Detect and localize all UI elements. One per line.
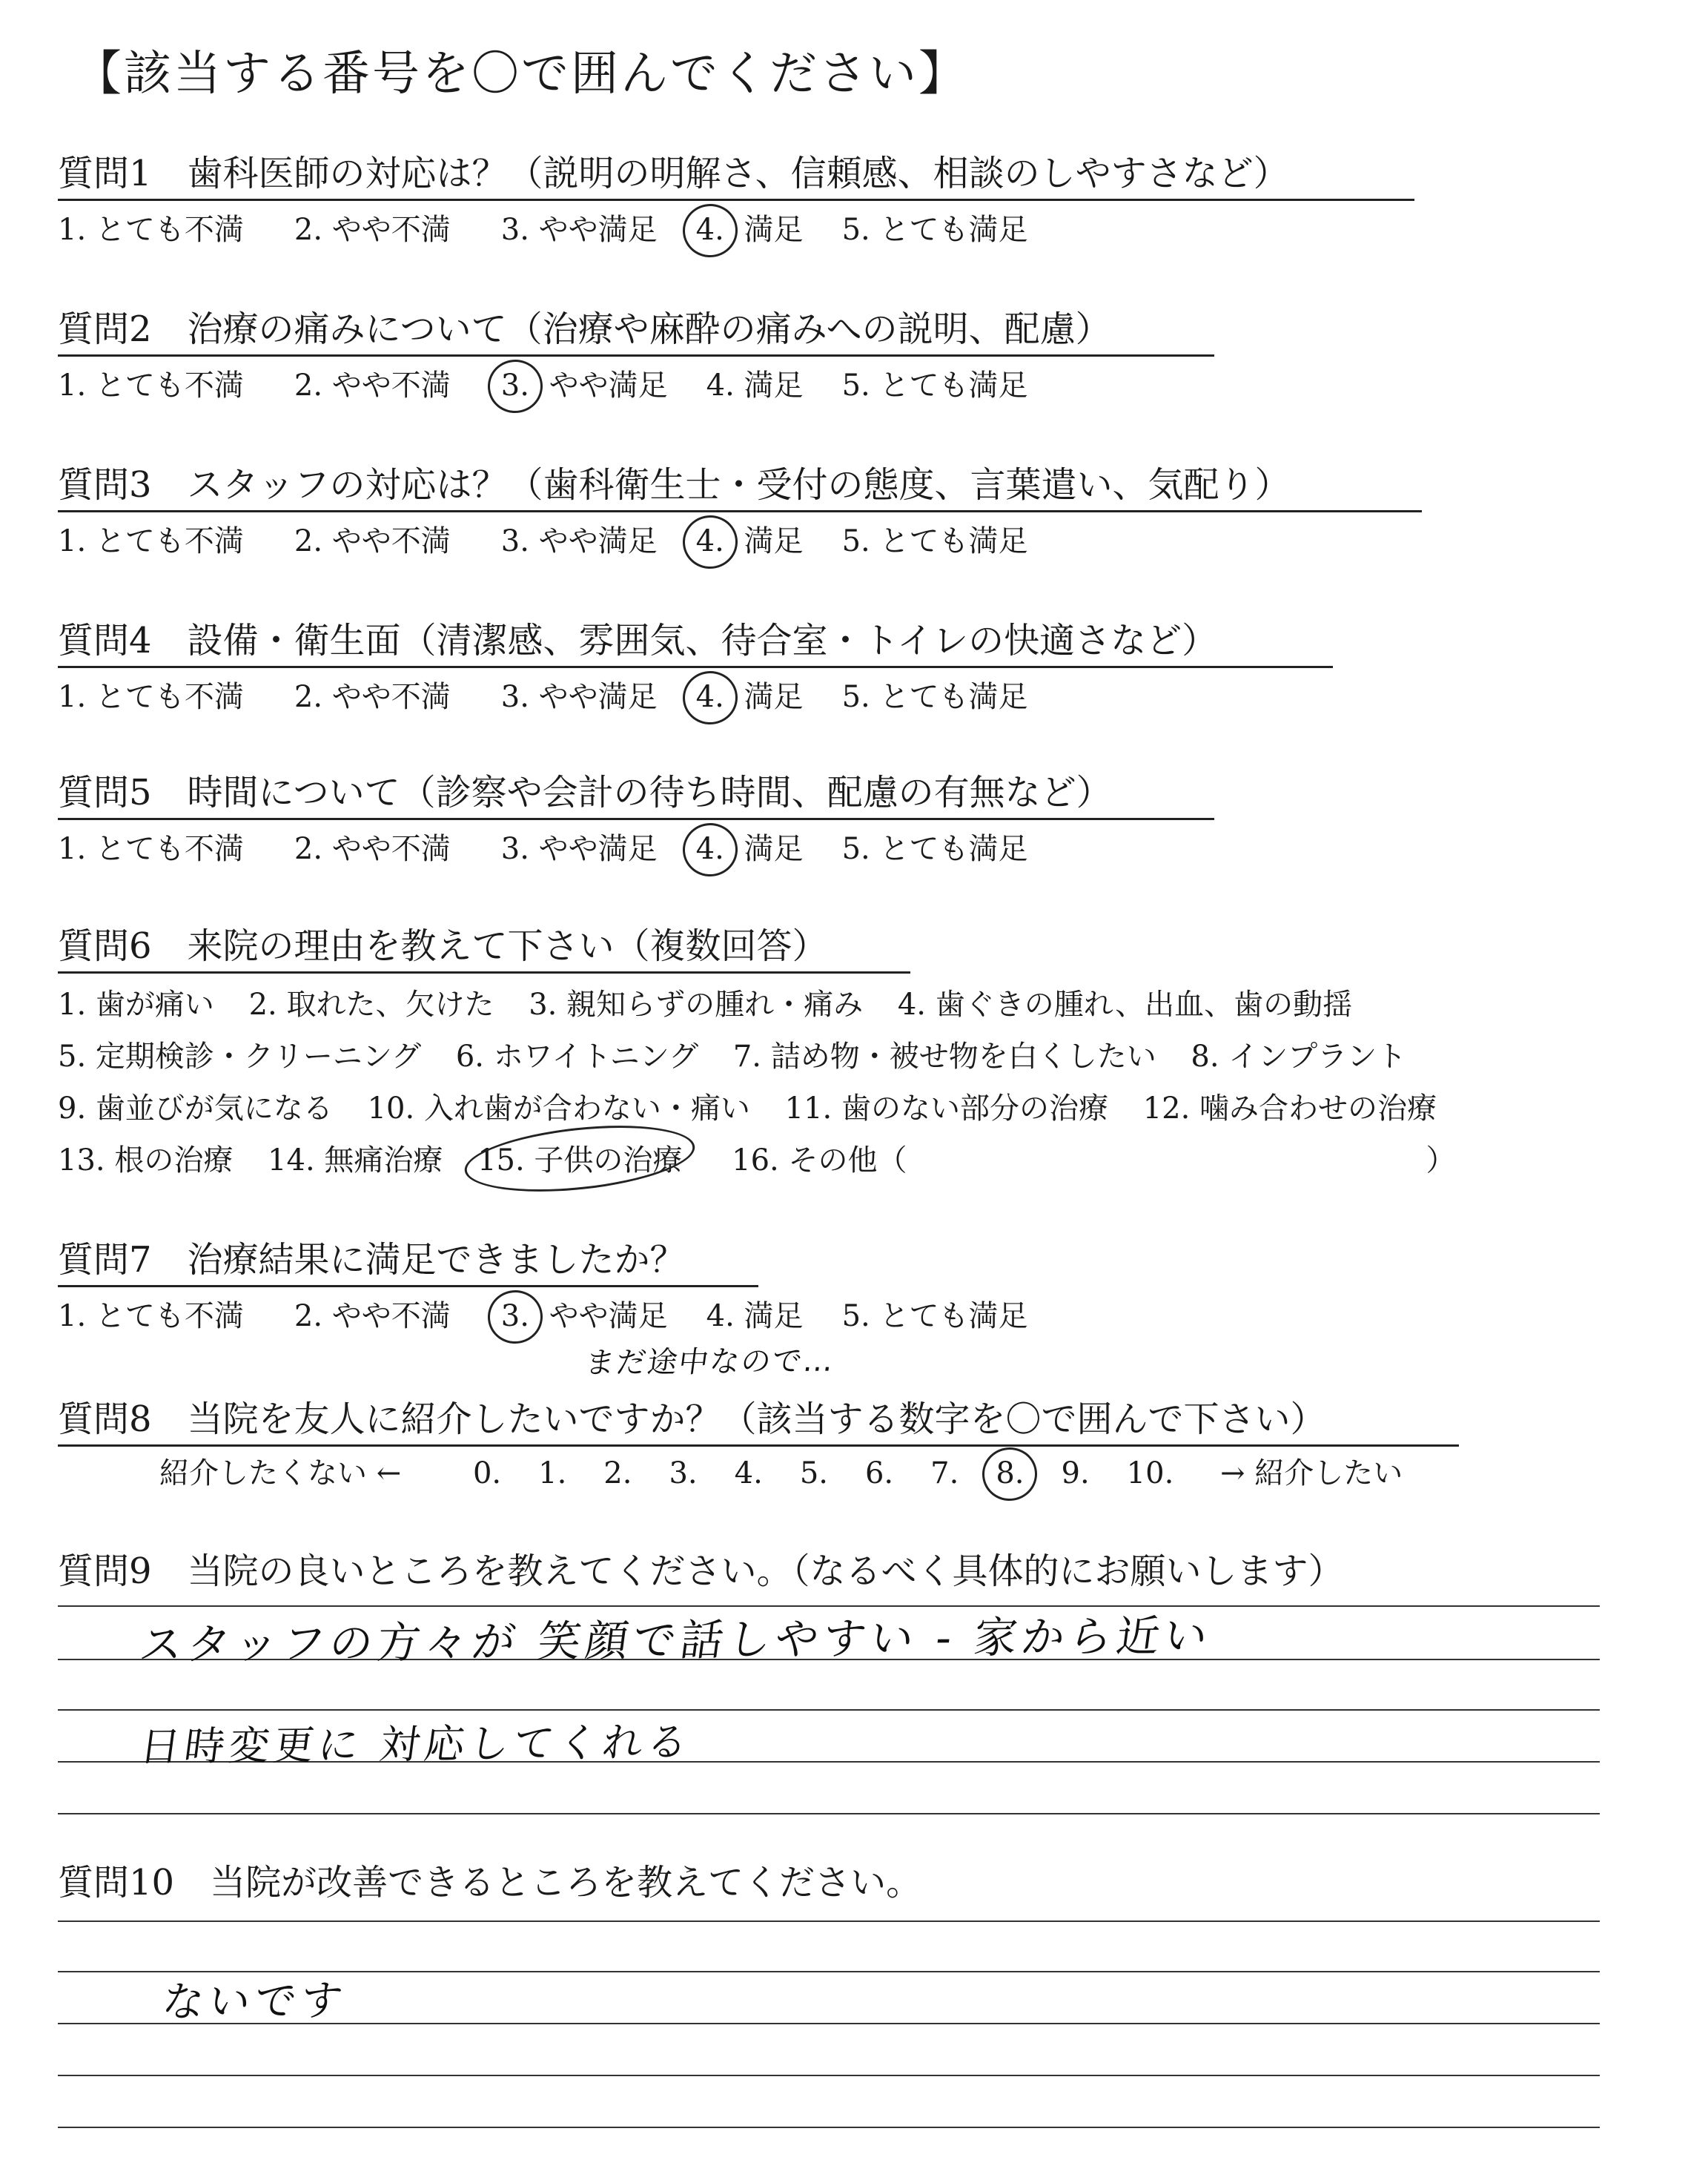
q7-option-2: 2. やや不満 (294, 1299, 451, 1333)
q6-option-7: 7. 詰め物・被せ物を白くしたい (732, 1040, 1156, 1074)
question-3-options (58, 518, 1078, 560)
q7-option-5: 5. とても満足 (841, 1299, 1028, 1333)
q6-option-15-circled: 15. 子供の治療 (477, 1137, 682, 1179)
q6-option-11: 11. 歯のない部分の治療 (784, 1091, 1108, 1126)
q5-selected-mark: 4. (695, 832, 724, 866)
q8-number-4: 4. (734, 1456, 763, 1490)
q8-low-label: 紹介したくない ← (159, 1456, 402, 1490)
question-6-row-2 (58, 1033, 1431, 1075)
question-9-title: 質問9 当院の良いところを教えてください。（なるべく具体的にお願いします） (58, 1550, 1344, 1592)
q6-option-1: 1. 歯が痛い (58, 988, 214, 1022)
q4-option-2: 2. やや不満 (294, 680, 451, 714)
question-8-scale (159, 1450, 1440, 1492)
q6-option-10: 10. 入れ歯が合わない・痛い (367, 1091, 750, 1126)
q3-option-4 (696, 518, 804, 560)
q7-option-4: 4. 満足 (706, 1299, 804, 1333)
q8-number-0: 0. (472, 1456, 502, 1490)
q9-answer-line-2: 日時変更に 対応してくれる (136, 1718, 695, 1771)
q6-option-2: 2. 取れた、欠けた (248, 988, 494, 1022)
question-2-title: 質問2 治療の痛みについて（治療や麻酔の痛みへの説明、配慮） (58, 300, 1214, 357)
q4-option-5: 5. とても満足 (841, 680, 1028, 714)
page-title: 【該当する番号を〇で囲んでください】 (74, 47, 968, 102)
q8-number-5: 5. (799, 1456, 828, 1490)
q6-option-16-label: 16. その他（ (732, 1143, 907, 1178)
q7-handwritten-note: まだ途中なので… (583, 1344, 837, 1381)
q2-option-1: 1. とても不満 (58, 369, 244, 403)
question-6-row-3 (58, 1085, 1462, 1127)
q8-number-8 (996, 1456, 1024, 1490)
q3-option-4-text: 満足 (734, 524, 804, 558)
q5-option-2: 2. やや不満 (294, 832, 451, 866)
q5-option-5: 5. とても満足 (841, 832, 1028, 866)
q6-option-16 (732, 1137, 1455, 1179)
q3-selected-mark: 4. (695, 524, 724, 558)
q8-number-list (448, 1456, 1211, 1490)
q3-option-3: 3. やや満足 (500, 524, 658, 558)
q8-number-1: 1. (538, 1456, 567, 1490)
q3-option-2: 2. やや不満 (294, 524, 451, 558)
q8-number-9: 9. (1061, 1456, 1090, 1490)
q1-selected-mark: 4. (695, 213, 724, 247)
q8-number-10: 10. (1126, 1456, 1174, 1490)
q8-number-7: 7. (930, 1456, 959, 1490)
q4-option-4 (696, 673, 804, 716)
q7-selected-mark: 3. (500, 1299, 529, 1333)
q6-close-paren: ） (1426, 1143, 1456, 1178)
q9-rule-5 (58, 1813, 1600, 1814)
q8-selected-mark: 8. (996, 1456, 1025, 1490)
q2-option-4: 4. 満足 (706, 369, 804, 403)
q6-option-6: 6. ホワイトニング (455, 1040, 699, 1074)
q6-option-12: 12. 噛み合わせの治療 (1142, 1091, 1437, 1126)
q6-option-5: 5. 定期検診・クリーニング (58, 1040, 422, 1074)
question-5-title: 質問5 時間について（診察や会計の待ち時間、配慮の有無など） (58, 764, 1214, 820)
question-1-options (58, 206, 1078, 248)
question-4-options (58, 673, 1078, 716)
q5-option-4 (696, 825, 804, 868)
q6-option-9: 9. 歯並びが気になる (58, 1091, 333, 1126)
q8-number-6: 6. (864, 1456, 894, 1490)
q9-rule-3 (58, 1709, 1600, 1711)
question-6-row-1 (58, 981, 1377, 1023)
q8-number-3: 3. (669, 1456, 698, 1490)
question-7-title: 質問7 治療結果に満足できましたか？ (58, 1231, 758, 1287)
question-7-options (58, 1292, 1078, 1335)
q4-selected-mark: 4. (695, 680, 724, 714)
q8-high-label: → 紹介したい (1220, 1456, 1403, 1490)
q7-option-1: 1. とても不満 (58, 1299, 244, 1333)
q10-rule-1 (58, 1920, 1600, 1922)
q1-option-5: 5. とても満足 (841, 213, 1028, 247)
q8-number-2: 2. (603, 1456, 632, 1490)
question-2-options (58, 362, 1078, 404)
q6-option-3: 3. 親知らずの腫れ・痛み (529, 988, 864, 1022)
q3-option-1: 1. とても不満 (58, 524, 244, 558)
q6-option-13: 13. 根の治療 (58, 1143, 234, 1178)
question-6-row-4 (58, 1137, 1480, 1179)
q6-option-8: 8. インプラント (1191, 1040, 1407, 1074)
q2-option-3 (501, 362, 668, 404)
question-3-title: 質問3 スタッフの対応は？（歯科衛生士・受付の態度、言葉遣い、気配り） (58, 456, 1422, 512)
q6-option-14: 14. 無痛治療 (268, 1143, 443, 1178)
q4-option-4-text: 満足 (734, 680, 804, 714)
q1-option-4-text: 満足 (734, 213, 804, 247)
q2-option-2: 2. やや不満 (294, 369, 451, 403)
question-6-title: 質問6 来院の理由を教えて下さい（複数回答） (58, 917, 910, 974)
q3-option-5: 5. とても満足 (841, 524, 1028, 558)
q1-option-2: 2. やや不満 (294, 213, 451, 247)
q10-answer: ないです (159, 1976, 350, 2027)
q4-option-1: 1. とても不満 (58, 680, 244, 714)
q10-rule-5 (58, 2127, 1600, 2128)
q1-option-4 (696, 206, 804, 248)
q1-option-1: 1. とても不満 (58, 213, 244, 247)
q2-option-3-text: やや満足 (539, 369, 668, 403)
q6-option-4: 4. 歯ぐきの腫れ、出血、歯の動揺 (897, 988, 1353, 1022)
q10-rule-4 (58, 2075, 1600, 2076)
q7-option-3 (501, 1292, 668, 1335)
q2-option-5: 5. とても満足 (841, 369, 1028, 403)
question-4-title: 質問4 設備・衛生面（清潔感、雰囲気、待合室・トイレの快適さなど） (58, 612, 1333, 668)
q1-option-3: 3. やや満足 (500, 213, 658, 247)
q5-option-4-text: 満足 (734, 832, 804, 866)
question-5-options (58, 825, 1078, 868)
q5-option-1: 1. とても不満 (58, 832, 244, 866)
question-8-title: 質問8 当院を友人に紹介したいですか？（該当する数字を〇で囲んで下さい） (58, 1390, 1459, 1447)
q9-answer-line-1: スタッフの方々が 笑顔で話しやすい ‐ 家から近い (136, 1610, 1215, 1671)
q7-option-3-text: やや満足 (539, 1299, 668, 1333)
q4-option-3: 3. やや満足 (500, 680, 658, 714)
question-1-title: 質問1 歯科医師の対応は？（説明の明解さ、信頼感、相談のしやすさなど） (58, 145, 1414, 201)
q5-option-3: 3. やや満足 (500, 832, 658, 866)
question-10-title: 質問10 当院が改善できるところを教えてください。 (58, 1862, 922, 1903)
q2-selected-mark: 3. (500, 369, 529, 403)
